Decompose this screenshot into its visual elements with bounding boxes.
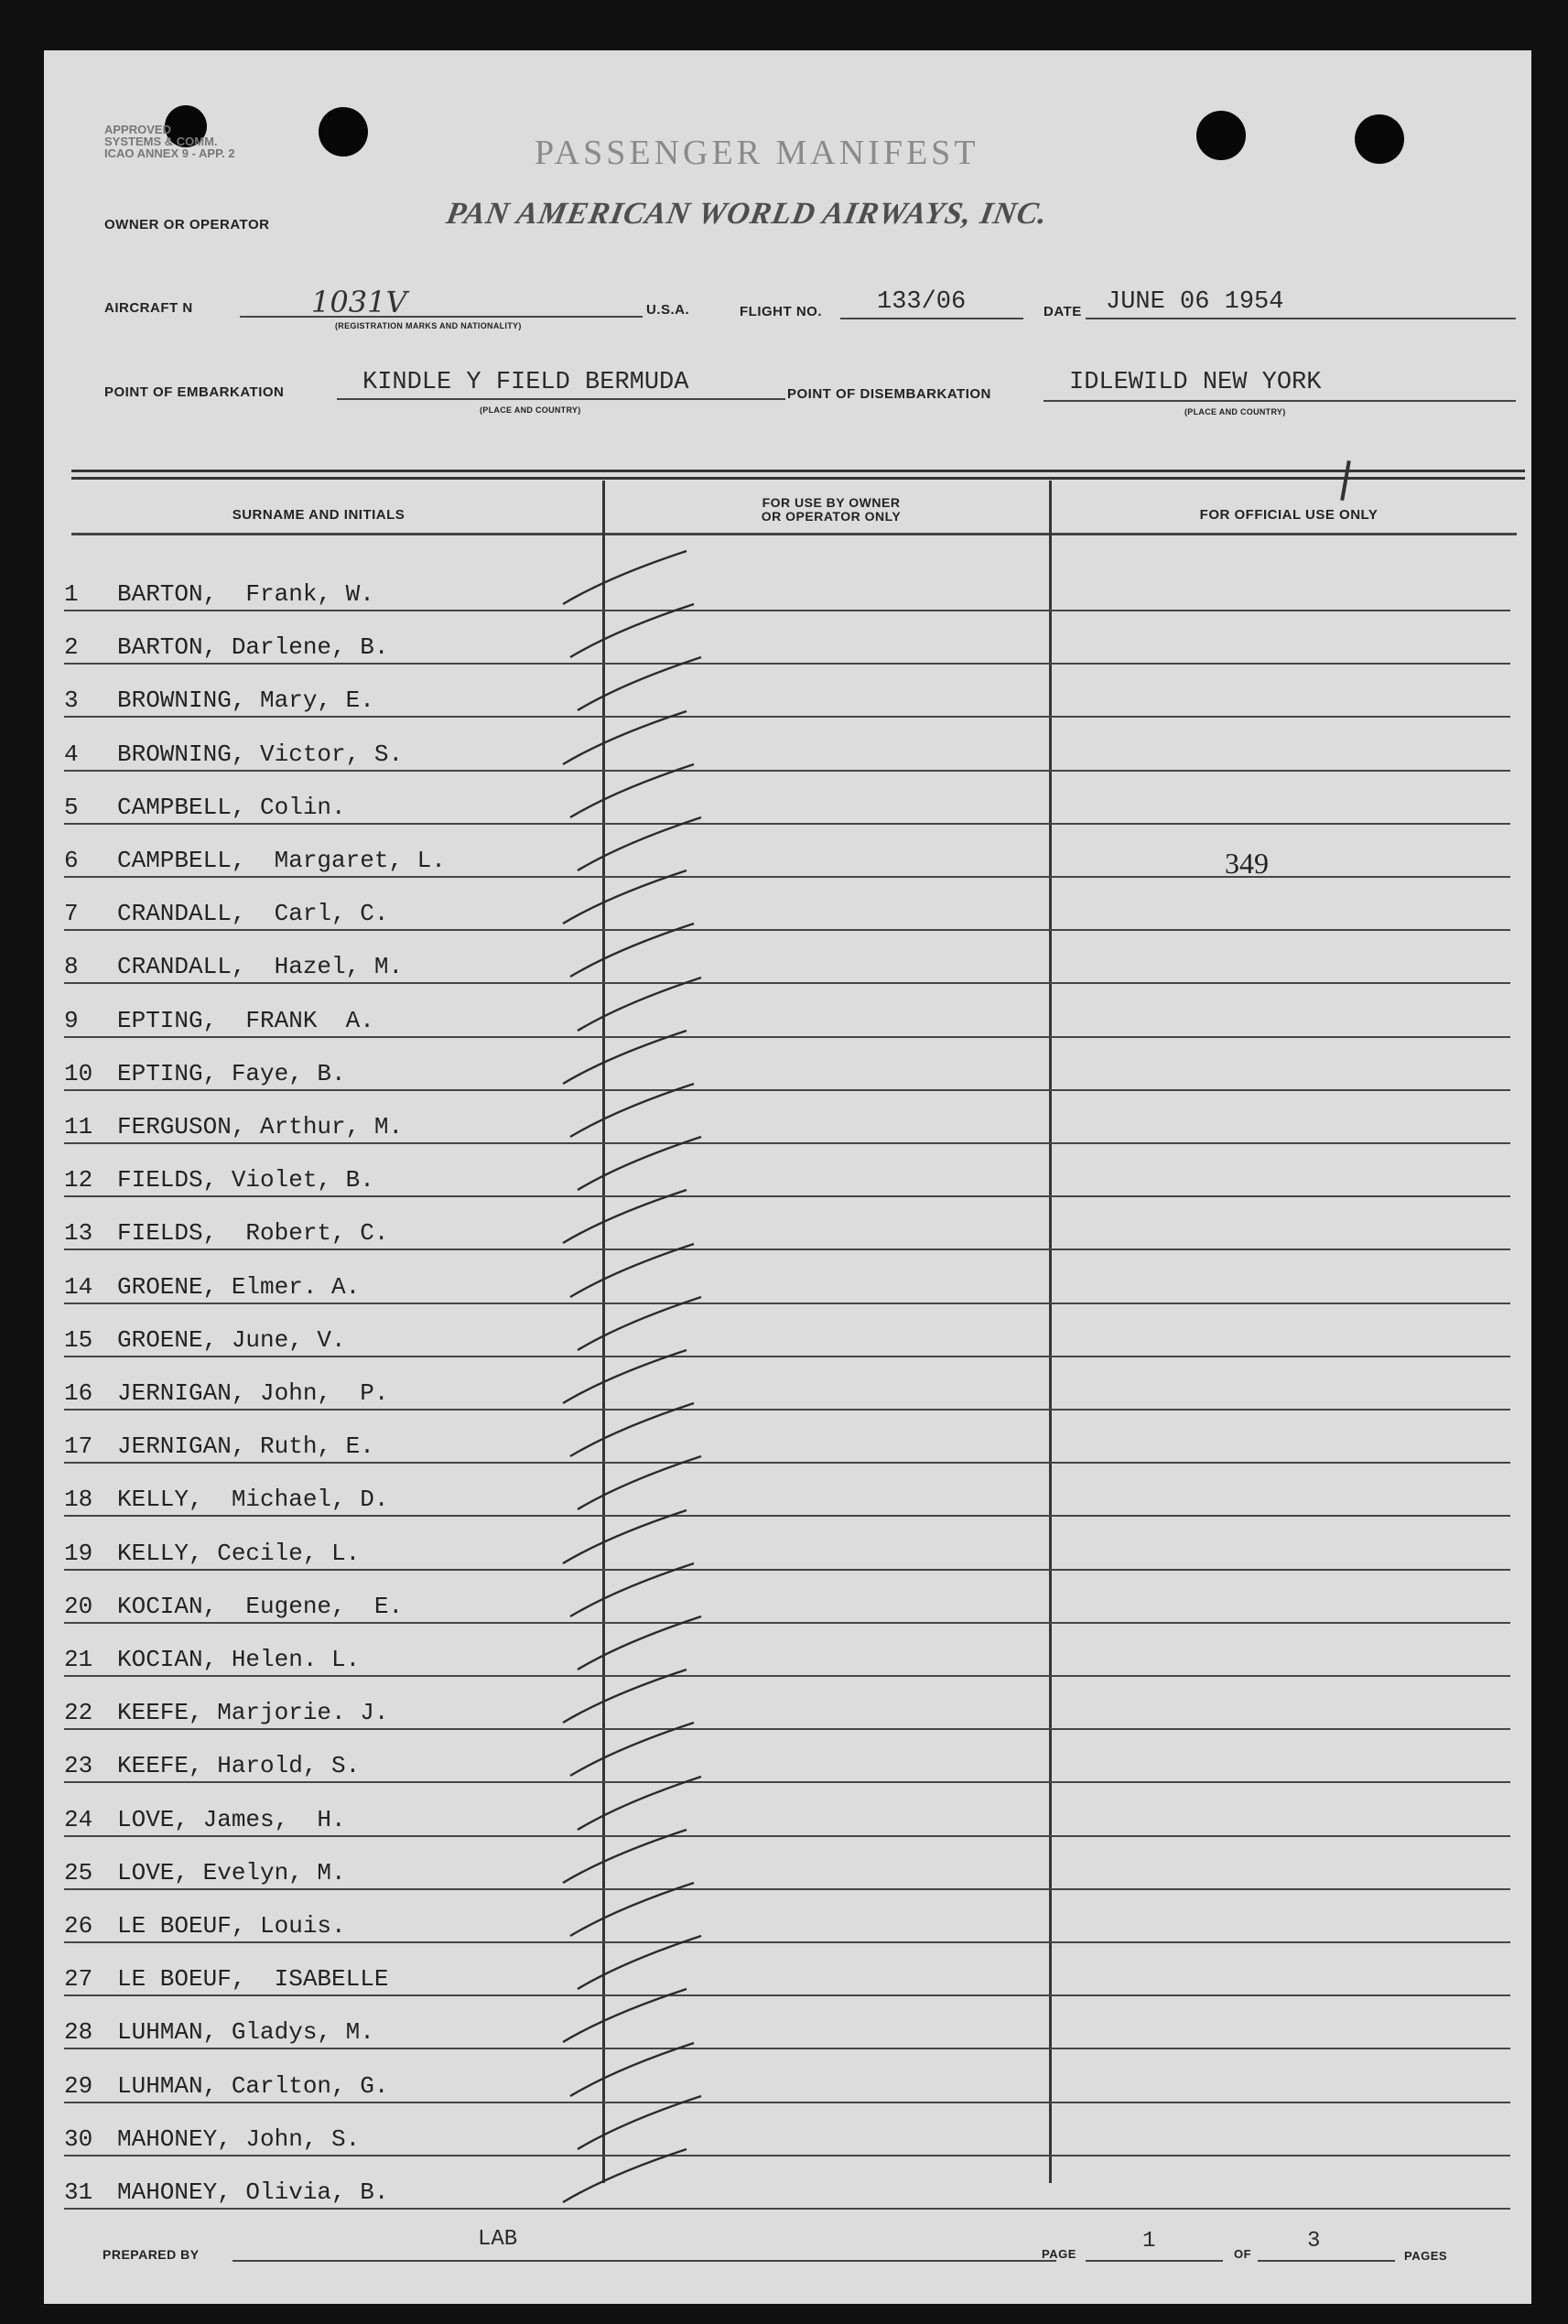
passenger-name: KEEFE, Marjorie. J. <box>117 1699 389 1727</box>
passenger-name: BROWNING, Victor, S. <box>117 740 404 768</box>
passenger-name: LE BOEUF, ISABELLE <box>117 1965 389 1994</box>
check-stroke <box>563 2149 687 2202</box>
passenger-number: 20 <box>64 1592 93 1620</box>
passenger-number: 7 <box>64 900 79 928</box>
date-label: DATE <box>1044 304 1082 319</box>
passenger-name: FIELDS, Robert, C. <box>117 1219 389 1248</box>
passenger-number: 10 <box>64 1059 93 1087</box>
page-number: 1 <box>1142 2229 1156 2254</box>
disembarkation-label: POINT OF DISEMBARKATION <box>787 386 991 402</box>
passenger-name: GROENE, Elmer. A. <box>117 1272 361 1301</box>
passenger-name: BROWNING, Mary, E. <box>117 686 374 715</box>
passenger-name: LE BOEUF, Louis. <box>117 1912 346 1940</box>
prepared-by-value: LAB <box>478 2227 518 2252</box>
passenger-number: 28 <box>64 2018 93 2047</box>
passenger-number: 31 <box>64 2178 93 2206</box>
passenger-name: LOVE, James, H. <box>117 1805 346 1833</box>
passenger-name: EPTING, FRANK A. <box>117 1006 374 1034</box>
passenger-name: BARTON, Frank, W. <box>117 580 374 608</box>
passenger-name: JERNIGAN, John, P. <box>117 1379 389 1407</box>
passenger-number: 27 <box>64 1965 93 1994</box>
passenger-name: BARTON, Darlene, B. <box>117 633 389 662</box>
flight-number: 133/06 <box>877 288 967 316</box>
passenger-number: 21 <box>64 1646 93 1673</box>
passenger-name: KELLY, Cecile, L. <box>117 1539 361 1567</box>
manifest-page <box>44 50 1531 2304</box>
owner-column-header <box>630 496 1033 524</box>
passenger-number: 13 <box>64 1219 93 1248</box>
passenger-name: EPTING, Faye, B. <box>117 1059 346 1087</box>
passenger-name: LUHMAN, Carlton, G. <box>117 2071 389 2100</box>
check-mark <box>64 2129 760 2211</box>
passenger-name: GROENE, June, V. <box>117 1325 346 1354</box>
punch-hole <box>1355 114 1404 164</box>
passenger-row <box>64 2156 1510 2210</box>
embarkation-sublabel: (PLACE AND COUNTRY) <box>480 405 581 415</box>
owner-label: OWNER OR OPERATOR <box>104 217 270 232</box>
surname-column-header: SURNAME AND INITIALS <box>232 507 406 523</box>
embarkation-point: KINDLE Y FIELD BERMUDA <box>362 369 689 396</box>
passenger-number: 6 <box>64 847 79 874</box>
page-label: PAGE <box>1042 2247 1076 2261</box>
usa-label: U.S.A. <box>646 302 690 318</box>
disembarkation-point: IDLEWILD NEW YORK <box>1069 369 1322 396</box>
passenger-name: KOCIAN, Eugene, E. <box>117 1592 404 1620</box>
passenger-name: FERGUSON, Arthur, M. <box>117 1113 404 1140</box>
aircraft-label: AIRCRAFT N <box>104 300 193 316</box>
of-label: OF <box>1234 2247 1252 2261</box>
passenger-number: 15 <box>64 1325 93 1354</box>
pages-label: PAGES <box>1404 2249 1448 2263</box>
passenger-number: 2 <box>64 633 79 662</box>
passenger-number: 17 <box>64 1432 93 1461</box>
passenger-name: KOCIAN, Helen. L. <box>117 1646 361 1673</box>
passenger-name: KEEFE, Harold, S. <box>117 1752 361 1780</box>
approval-stamp <box>104 124 269 159</box>
official-column-header: FOR OFFICIAL USE ONLY <box>1199 507 1379 523</box>
passenger-number: 9 <box>64 1006 79 1034</box>
passenger-number: 1 <box>64 580 79 608</box>
passenger-name: CAMPBELL, Colin. <box>117 793 346 821</box>
passenger-name: MAHONEY, Olivia, B. <box>117 2178 389 2206</box>
aircraft-registration: 1031V <box>311 285 407 319</box>
owner-column-header-line2: OR OPERATOR ONLY <box>761 509 902 524</box>
passenger-number: 14 <box>64 1272 93 1301</box>
passenger-name: LUHMAN, Gladys, M. <box>117 2018 374 2047</box>
passenger-name: FIELDS, Violet, B. <box>117 1166 374 1194</box>
passenger-name: CAMPBELL, Margaret, L. <box>117 847 446 874</box>
passenger-number: 11 <box>64 1113 93 1140</box>
official-tick-mark <box>1340 460 1351 501</box>
passenger-number: 16 <box>64 1379 93 1407</box>
flight-label: FLIGHT NO. <box>740 304 822 319</box>
passenger-number: 12 <box>64 1166 93 1194</box>
form-title: PASSENGER MANIFEST <box>535 134 979 172</box>
passenger-number: 30 <box>64 2124 93 2153</box>
total-pages: 3 <box>1307 2229 1321 2254</box>
prepared-by-label: PREPARED BY <box>103 2247 200 2262</box>
passenger-name: LOVE, Evelyn, M. <box>117 1858 346 1886</box>
embarkation-label: POINT OF EMBARKATION <box>104 384 285 400</box>
disembarkation-sublabel: (PLACE AND COUNTRY) <box>1184 407 1286 416</box>
passenger-number: 4 <box>64 740 79 768</box>
passenger-name: KELLY, Michael, D. <box>117 1486 389 1514</box>
passenger-number: 29 <box>64 2071 93 2100</box>
passenger-name: CRANDALL, Hazel, M. <box>117 953 404 981</box>
passenger-number: 22 <box>64 1699 93 1727</box>
flight-date: JUNE 06 1954 <box>1106 288 1284 316</box>
official-number: 349 <box>1225 847 1269 880</box>
passenger-number: 5 <box>64 793 79 821</box>
approval-line: SYSTEMS & COMM. <box>104 135 218 148</box>
passenger-number: 3 <box>64 686 79 715</box>
owner-column-header-line1: FOR USE BY OWNER <box>762 495 901 510</box>
passenger-number: 23 <box>64 1752 93 1780</box>
passenger-name: CRANDALL, Carl, C. <box>117 900 389 928</box>
aircraft-sublabel: (REGISTRATION MARKS AND NATIONALITY) <box>335 321 522 330</box>
passenger-number: 8 <box>64 953 79 981</box>
passenger-name: JERNIGAN, Ruth, E. <box>117 1432 374 1461</box>
approval-line: ICAO ANNEX 9 - APP. 2 <box>104 146 235 160</box>
punch-hole <box>319 107 368 157</box>
passenger-number: 25 <box>64 1858 93 1886</box>
passenger-number: 26 <box>64 1912 93 1940</box>
passenger-number: 19 <box>64 1539 93 1567</box>
approval-line: APPROVED <box>104 123 171 136</box>
punch-hole <box>1196 111 1246 160</box>
passenger-name: MAHONEY, John, S. <box>117 2124 361 2153</box>
operator-name: PAN AMERICAN WORLD AIRWAYS, INC. <box>443 197 1051 231</box>
passenger-number: 24 <box>64 1805 93 1833</box>
passenger-number: 18 <box>64 1486 93 1514</box>
